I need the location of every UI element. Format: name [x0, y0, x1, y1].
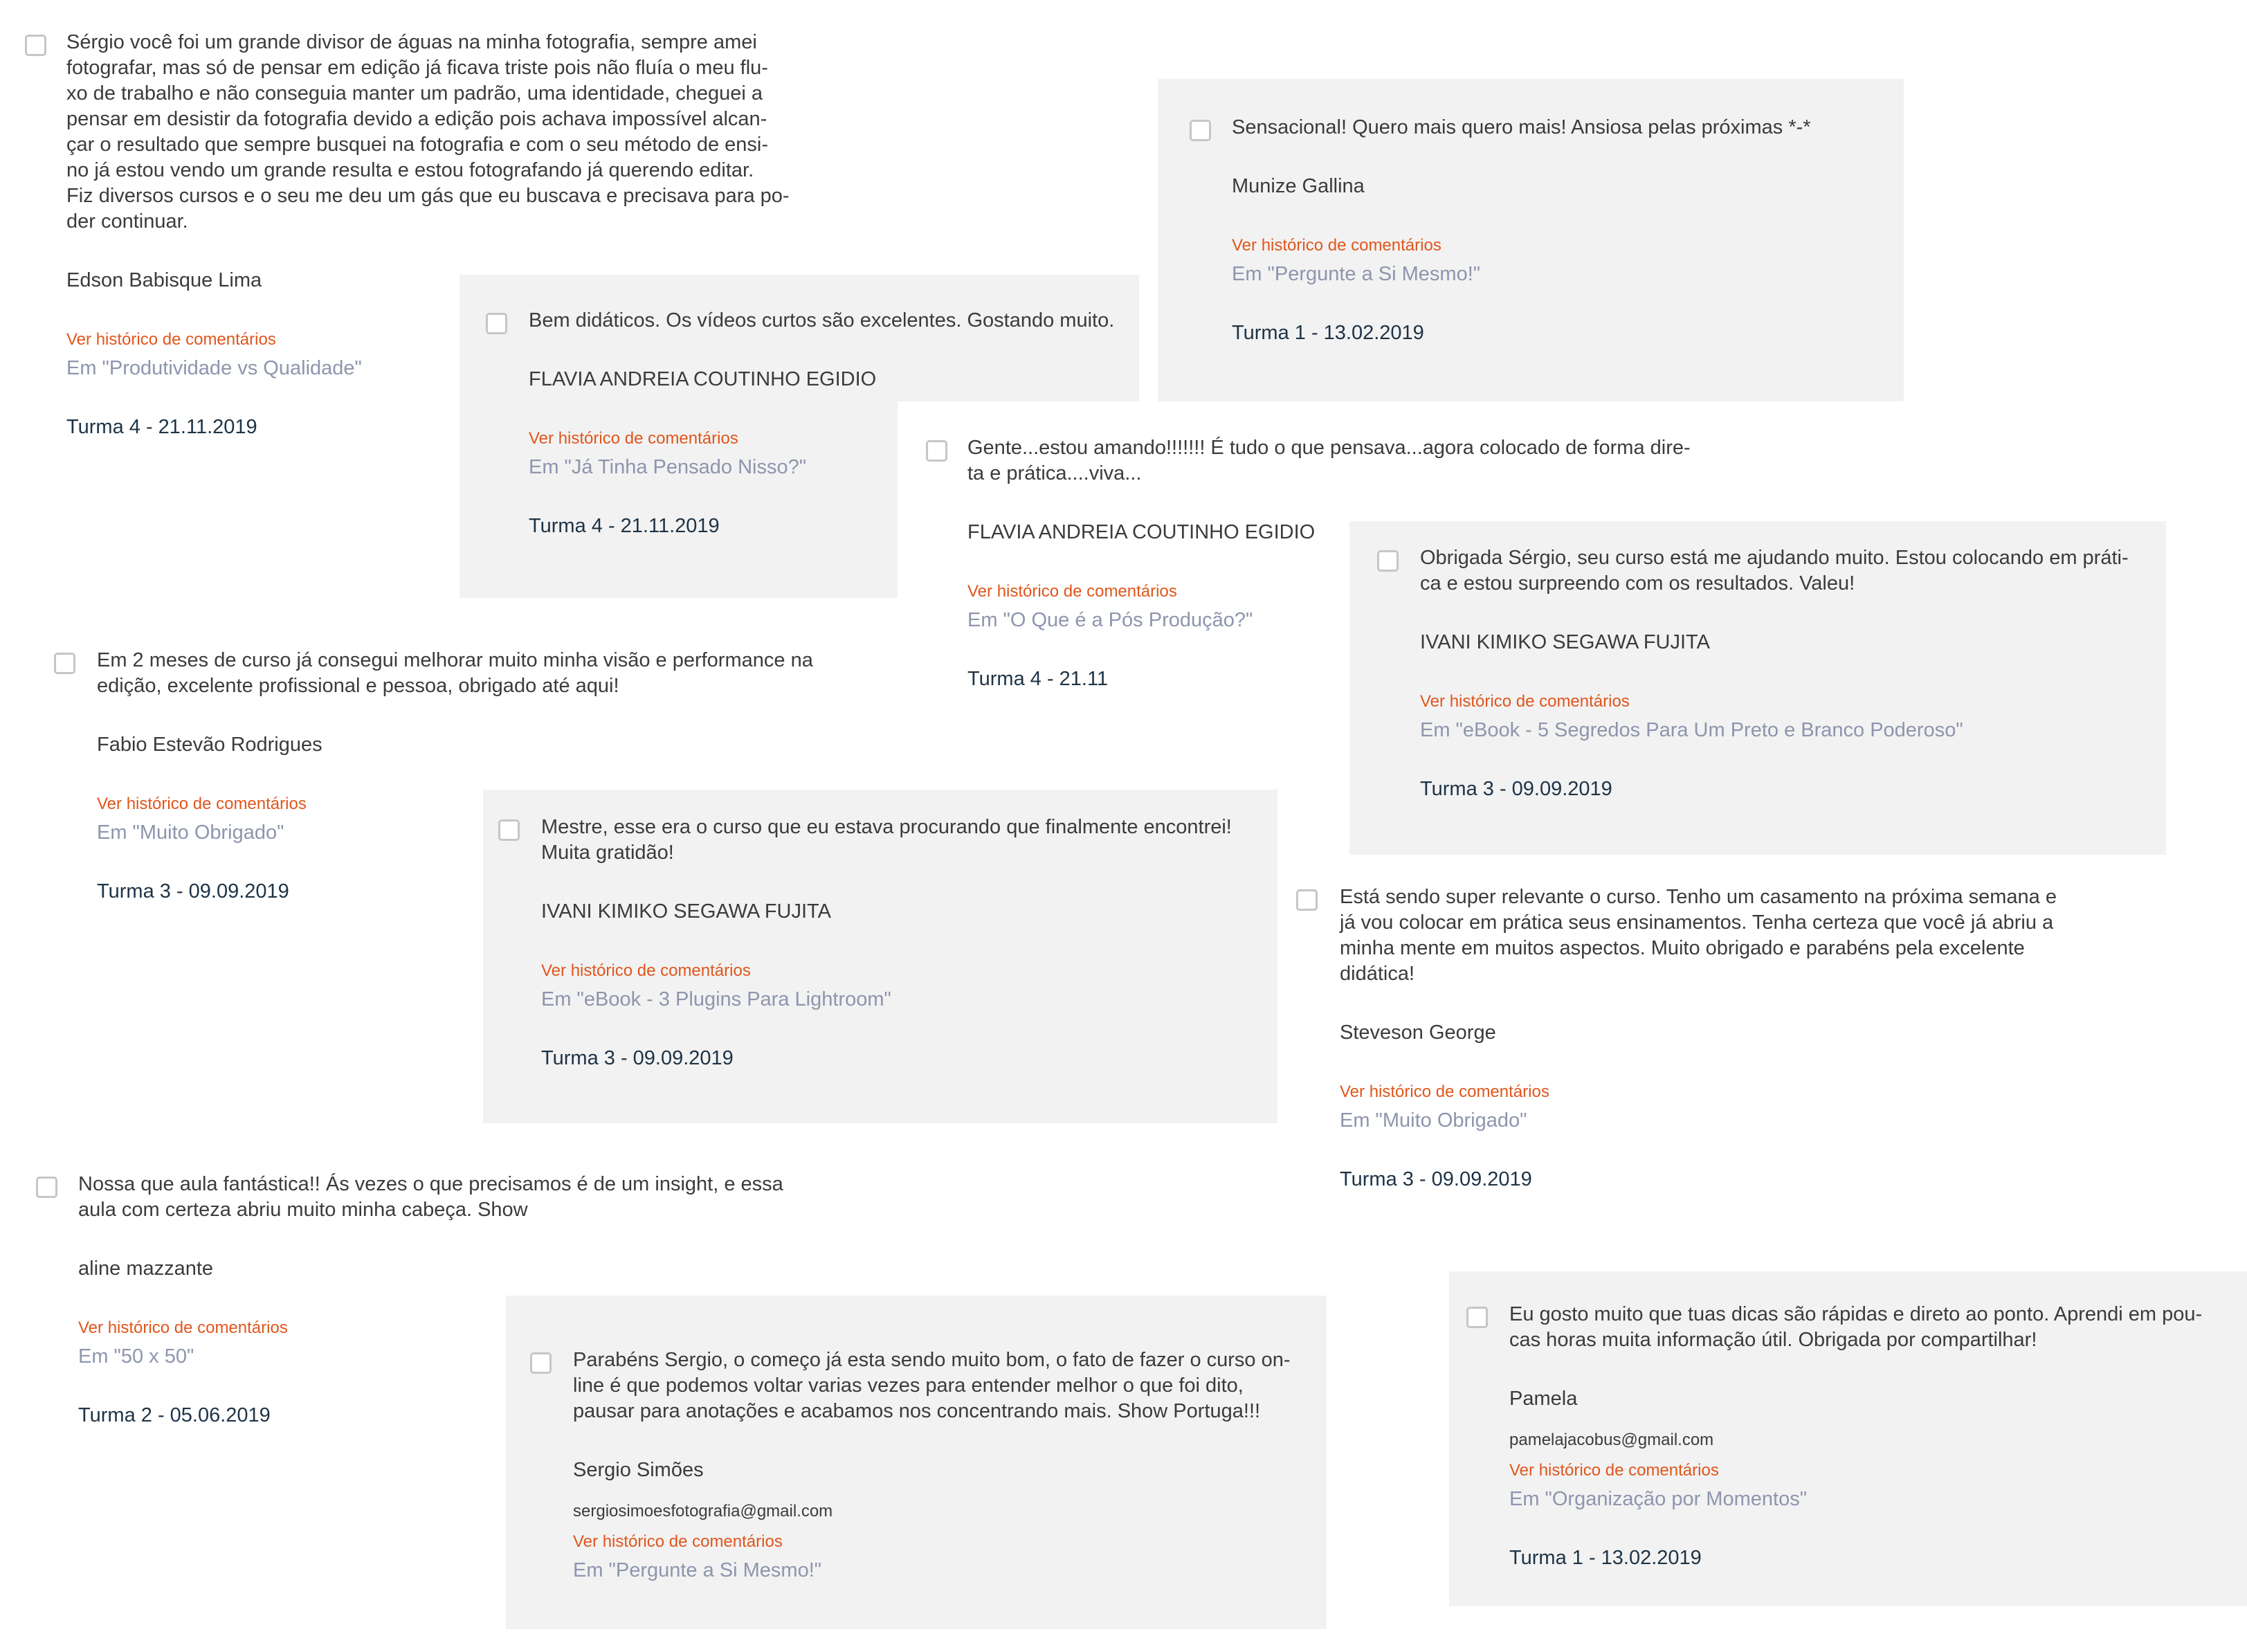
turma-label: Turma 1 - 13.02.2019 — [1232, 322, 1424, 344]
comment-author: IVANI KIMIKO SEGAWA FUJITA — [1420, 631, 1710, 653]
lesson-link[interactable]: Em "Muito Obrigado" — [97, 822, 284, 844]
lesson-link[interactable]: Em "Produtividade vs Qualidade" — [66, 357, 362, 379]
lesson-link[interactable]: Em "Pergunte a Si Mesmo!" — [1232, 263, 1481, 285]
comment-author: Munize Gallina — [1232, 175, 1365, 197]
history-link[interactable]: Ver histórico de comentários — [78, 1318, 288, 1337]
history-link[interactable]: Ver histórico de comentários — [529, 429, 738, 448]
lesson-link[interactable]: Em "Muito Obrigado" — [1340, 1109, 1527, 1132]
comment-text: Nossa que aula fantástica!! Ás vezes o que precisamos é de um insight, e essa aula com certeza abriu muito minha cabeça. Show — [78, 1173, 783, 1221]
comment-author: Sergio Simões — [573, 1459, 704, 1481]
select-checkbox[interactable] — [1296, 889, 1318, 911]
turma-label: Turma 4 - 21.11.2019 — [529, 515, 720, 537]
comment-body — [1232, 115, 1896, 346]
history-link[interactable]: Ver histórico de comentários — [573, 1532, 783, 1551]
comment-card — [1349, 521, 2166, 855]
select-checkbox[interactable] — [25, 35, 46, 56]
author-email: pamelajacobus@gmail.com — [1509, 1431, 1714, 1449]
comment-text: Eu gosto muito que tuas dicas são rápidas e direto ao ponto. Aprendi em pou- cas horas muita informação útil. Obrigada por compartilhar! — [1509, 1303, 2203, 1351]
lesson-link[interactable]: Em "Organização por Momentos" — [1509, 1488, 1807, 1510]
lesson-link[interactable]: Em "eBook - 3 Plugins Para Lightroom" — [541, 988, 891, 1010]
turma-label: Turma 4 - 21.11 — [967, 668, 1109, 690]
history-link[interactable]: Ver histórico de comentários — [1509, 1461, 1719, 1480]
comment-card — [1449, 1271, 2247, 1606]
comment-body — [1340, 884, 2143, 1192]
select-checkbox[interactable] — [498, 819, 520, 841]
history-link[interactable]: Ver histórico de comentários — [967, 582, 1177, 601]
comment-text: Obrigada Sérgio, seu curso está me ajudando muito. Estou colocando em práti- ca e estou surpreendo com os resultados. Valeu! — [1420, 547, 2129, 594]
comment-author: IVANI KIMIKO SEGAWA FUJITA — [541, 900, 831, 923]
comment-author: Edson Babisque Lima — [66, 269, 262, 291]
comment-author: aline mazzante — [78, 1258, 214, 1280]
turma-label: Turma 1 - 13.02.2019 — [1509, 1547, 1702, 1569]
comment-author: FLAVIA ANDREIA COUTINHO EGIDIO — [529, 368, 877, 390]
comment-card — [1158, 79, 1904, 401]
turma-label: Turma 3 - 09.09.2019 — [541, 1047, 734, 1069]
comment-text: Parabéns Sergio, o começo já esta sendo muito bom, o fato de fazer o curso on- line é que podemos voltar varias vezes para entender melhor o que foi dito, pausar para anotações e acabamos nos concentrando mais. Show Portuga!!! — [573, 1349, 1291, 1422]
comment-card — [506, 1296, 1327, 1629]
lesson-link[interactable]: Em "Pergunte a Si Mesmo!" — [573, 1559, 822, 1581]
comment-author: Pamela — [1509, 1388, 1578, 1410]
comment-card — [483, 790, 1277, 1123]
comment-body — [1420, 545, 2164, 802]
lesson-link[interactable]: Em "50 x 50" — [78, 1345, 194, 1368]
select-checkbox[interactable] — [1377, 550, 1399, 572]
select-checkbox[interactable] — [926, 440, 947, 462]
select-checkbox[interactable] — [1190, 120, 1211, 141]
turma-label: Turma 2 - 05.06.2019 — [78, 1404, 271, 1426]
history-link[interactable]: Ver histórico de comentários — [66, 330, 276, 349]
author-email: sergiosimoesfotografia@gmail.com — [573, 1502, 833, 1521]
lesson-link[interactable]: Em "O Que é a Pós Produção?" — [967, 609, 1253, 631]
comment-text: Em 2 meses de curso já consegui melhorar muito minha visão e performance na edição, excelente profissional e pessoa, obrigado até aqui! — [97, 649, 813, 697]
select-checkbox[interactable] — [486, 313, 507, 334]
select-checkbox[interactable] — [1466, 1307, 1488, 1328]
comment-body — [1509, 1302, 2246, 1571]
select-checkbox[interactable] — [54, 653, 75, 674]
select-checkbox[interactable] — [530, 1352, 552, 1374]
turma-label: Turma 4 - 21.11.2019 — [66, 416, 257, 438]
comment-author: Fabio Estevão Rodrigues — [97, 734, 322, 756]
turma-label: Turma 3 - 09.09.2019 — [1340, 1168, 1532, 1190]
turma-label: Turma 3 - 09.09.2019 — [1420, 778, 1612, 800]
history-link[interactable]: Ver histórico de comentários — [541, 961, 751, 980]
history-link[interactable]: Ver histórico de comentários — [97, 795, 307, 813]
comment-author: FLAVIA ANDREIA COUTINHO EGIDIO — [967, 521, 1316, 543]
comment-author: Steveson George — [1340, 1022, 1496, 1044]
comment-text: Mestre, esse era o curso que eu estava procurando que finalmente encontrei! Muita gratidão! — [541, 816, 1232, 864]
lesson-link[interactable]: Em "Já Tinha Pensado Nisso?" — [529, 456, 807, 478]
comment-text: Está sendo super relevante o curso. Tenho um casamento na próxima semana e já vou colocar em prática seus ensinamentos. Tenha certeza que você já abriu a minha mente em muitos aspectos. Muito obrigado e parabéns pela excelente didática! — [1340, 886, 2057, 985]
comment-body — [541, 815, 1275, 1071]
comment-body — [573, 1347, 1320, 1583]
history-link[interactable]: Ver histórico de comentários — [1232, 236, 1441, 255]
comment-text: Bem didáticos. Os vídeos curtos são excelentes. Gostando muito. — [529, 309, 1115, 332]
comment-text: Gente...estou amando!!!!!!! É tudo o que pensava...agora colocado de forma dire- ta e prática....viva... — [967, 437, 1691, 484]
comment-text: Sérgio você foi um grande divisor de águas na minha fotografia, sempre amei fotografar, mas só de pensar em edição já ficava triste pois não fluía o meu flu- xo de trabalho e não conseguia manter um padrão, uma identidade, cheguei a pensar em desistir da fotografia devido a edição pois achava impossível alcan- çar o resultado que sempre busquei na fotografia e com o seu método de ensi- no já estou vendo um grande resulta e estou fotografando já querendo editar. Fiz diversos cursos e o seu me deu um gás que eu buscava e precisava para po- der continuar. — [66, 31, 790, 233]
comment-card — [1277, 855, 2177, 1242]
history-link[interactable]: Ver histórico de comentários — [1420, 692, 1630, 711]
history-link[interactable]: Ver histórico de comentários — [1340, 1082, 1549, 1101]
comment-text: Sensacional! Quero mais quero mais! Ansiosa pelas próximas *-* — [1232, 116, 1811, 138]
turma-label: Turma 3 - 09.09.2019 — [97, 880, 289, 902]
select-checkbox[interactable] — [36, 1177, 57, 1198]
lesson-link[interactable]: Em "eBook - 5 Segredos Para Um Preto e Branco Poderoso" — [1420, 719, 1963, 741]
